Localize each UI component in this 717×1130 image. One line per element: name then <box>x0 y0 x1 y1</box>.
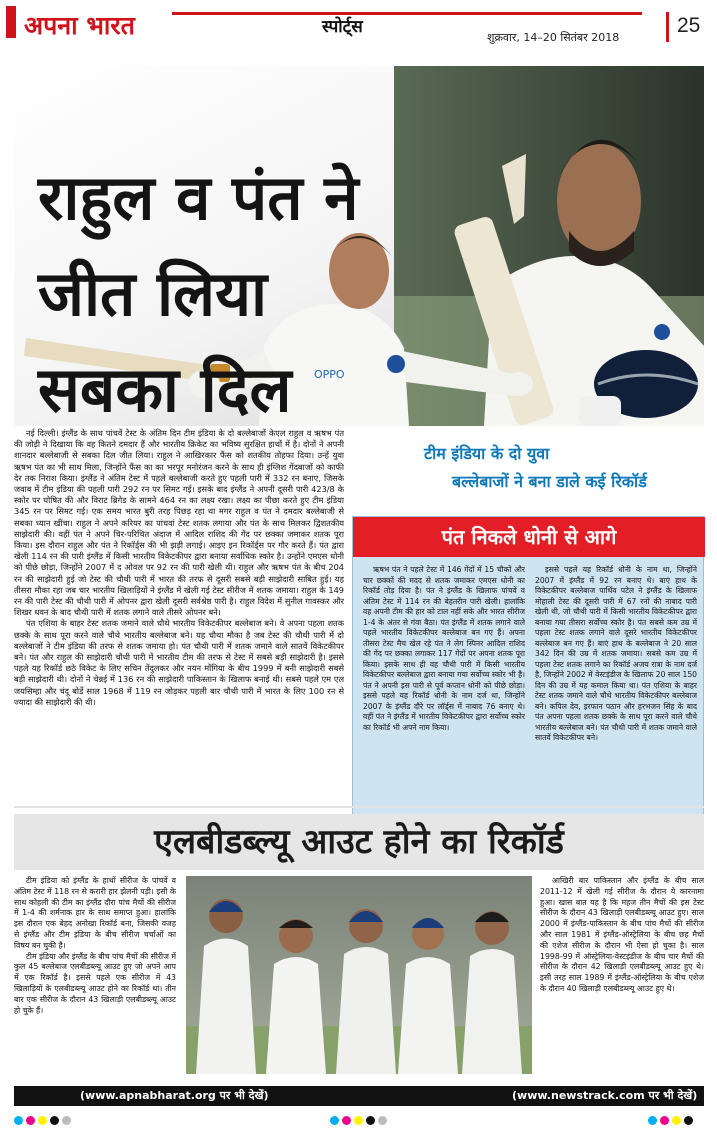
story2-paragraph: टीम इंडिया को इंग्लैंड के हाथों सीरीज के पांचवें व अंतिम टेस्ट में 118 रन से करारी हार झेलनी पड़ी। इसी के साथ कोहली की टीम का इंग्लैंड दौरा पांच मैचों की सीरीज में 1-4 की शर्मनाक हार के साथ समाप्त हुआ। हालांकि इस दौरान एक बेहद अनोखा रिकॉर्ड बना, जिसकी वजह से इंग्लैंड और टीम इंडिया के बीच सीरीज चर्चाओं का विषय बन चुकी है। <box>14 876 176 950</box>
registration-marks-center <box>330 1110 390 1122</box>
magenta-dot <box>26 1116 35 1125</box>
black-dot <box>366 1116 375 1125</box>
cyan-dot <box>14 1116 23 1125</box>
page-number: 25 <box>677 14 701 37</box>
magenta-dot <box>342 1116 351 1125</box>
pant-box-paragraph: ऋषभ पंत ने पहले टेस्ट में 146 गेंदों में 15 चौकों और चार छक्कों की मदद से शतक जमाकर एमएस धोनी का रिकॉर्ड तोड़ दिया है। पंत ने इंग्लैंड के खिलाफ पांचवें व अंतिम टेस्ट में 114 रन की बेहतरीन पारी खेली। हालांकि वह अपनी टीम की हार को टाल नहीं सके और भारत सीरीज 1-4 के अंतर से गंवा बैठा। पंत इंग्लैंड में शतक लगाने वाले पहले भारतीय विकेटकीपर बल्लेबाज बन गए हैं। अपना तीसरा टेस्ट मैच खेल रहे पंत ने लेग स्पिनर आदिल राशिद की गेंद पर छक्का लगाकर 117 गेंदों पर अपना शतक पूरा किया। इसके साथ ही वह चौथी पारी में किसी भारतीय विकेटकीपर बल्लेबाज द्वारा बनाया गया सर्वोच्च स्कोर भी है। पंत ने अपनी इस पारी से पूर्व कप्तान धोनी को पीछे छोड़ा। इससे पहले यह रिकॉर्ड धोनी के नाम दर्ज था, जिन्होंने 2007 के इंग्लैंड दौरे पर लॉर्ड्स में नाबाद 76 बनाए थे। वहीं पंत ने इंग्लैंड में भारतीय विकेटकीपर द्वारा सर्वोच्च स्कोर का रिकॉर्ड भी अपने नाम किया। <box>363 565 525 732</box>
page-header <box>0 0 717 46</box>
story2-left-column <box>14 876 176 1066</box>
yellow-dot <box>354 1116 363 1125</box>
headline-line: जीत लिया <box>38 257 268 330</box>
footer-link-left[interactable]: (www.apnabharat.org पर भी देखें) <box>80 1089 269 1102</box>
footer-link-right[interactable]: (www.newstrack.com पर भी देखें) <box>512 1089 698 1102</box>
grey-dot <box>378 1116 387 1125</box>
magenta-dot <box>660 1116 669 1125</box>
section-name: स्पोर्ट्स <box>322 17 363 37</box>
team-huddle-photo <box>186 876 532 1074</box>
black-dot <box>684 1116 693 1125</box>
headline-line: सबका दिल <box>38 353 292 426</box>
pant-box-paragraph: इससे पहले यह रिकॉर्ड धोनी के नाम था, जिन्होंने 2007 में इंग्लैंड में 92 रन बनाए थे। बाएं हाथ के विकेटकीपर बल्लेबाज पार्थिव पटेल ने इंग्लैंड के खिलाफ मोहाली टेस्ट की दूसरी पारी में 67 रनों की नाबाद पारी खेली थी, जो चौथी पारी में किसी भारतीय विकेटकीपर द्वारा बनाया गया तीसरा सर्वोच्च स्कोर है। पंत सबसे कम उम्र में पहला टेस्ट शतक लगाने वाले दूसरे भारतीय विकेटकीपर बल्लेबाज बन गए हैं। बाएं हाथ के बल्लेबाज ने 20 साल 342 दिन की उम्र में शतक जमाया। सबसे कम उम्र में पहला टेस्ट शतक लगाने का रिकॉर्ड अजय रात्रा के नाम दर्ज है, जिन्होंने 2002 में वेस्टइंडीज के खिलाफ 20 साल 150 दिन की उम्र में यह कमाल किया था। पंत एशिया के बाहर टेस्ट शतक जमाने वाले चौथे भारतीय विकेटकीपर बल्लेबाज बने। कपिल देव, इरफान पठान और हरभजन सिंह के बाद पंत अपना पहला शतक छक्के के साथ पूरा करने वाले चौथे भारतीय बल्लेबाज बने। पंत चौथी पारी में शतक जमाने वाले सातवें विकेटकीपर बने। <box>535 565 697 742</box>
yellow-dot <box>38 1116 47 1125</box>
pant-box-column <box>363 565 525 817</box>
brand-logo: अपना भारत <box>24 11 135 40</box>
black-dot <box>50 1116 59 1125</box>
cyan-dot <box>330 1116 339 1125</box>
story2-paragraph: टीम इंडिया और इंग्लैंड के बीच पांच मैचों की सीरीज में कुल 45 बल्लेबाज एलबीडब्ल्यू आउट हुए जो अपने आप में एक रिकॉर्ड है। इससे पहले एक सीरीज में 43 खिलाड़ियों के एलबीडब्ल्यू आउट होने का रिकॉर्ड था। तीन बार एक सीरीज के दौरान 43 खिलाड़ी एलबीडब्ल्यू आउट हो चुके हैं। <box>14 951 176 1015</box>
story1-paragraph: पंत एशिया के बाहर टेस्ट शतक जमाने वाले चौथे भारतीय विकेटकीपर बल्लेबाज बने। वे अपना पहला शतक छक्के के साथ पूरा करने वाले चौथे भारतीय बल्लेबाज बने। यह चौथा मौका है जब टेस्ट की चौथी पारी में दो बल्लेबाजों ने टीम इंडिया की तरफ से शतक जमाया हो। पंत चौथी पारी में शतक जमाने वाले सातवें विकेटकीपर बने। पंत और राहुल की साझेदारी चौथी पारी में भारतीय टीम की तरफ से टेस्ट में सबसे बड़ी साझेदारी है। इससे पहले यह रिकॉर्ड छठे विकेट के लिए सचिन तेंदुलकर और नयन मोंगिया के बीच 1999 में बनी साझेदारी सबसे बड़ी साझेदारी थी। दोनों ने चेन्नई में 136 रन की साझेदारी पाकिस्तान के खिलाफ बनाई थी। सबसे पहले एम एल जयसिम्हा और चंदू बोर्डे साल 1968 में 119 रन जोड़कर पहली बार चौथी पारी में भारत के लिए 100 रन से ज्यादा की साझेदारी की थी। <box>14 618 344 707</box>
registration-marks-right <box>648 1110 696 1122</box>
main-headline <box>38 150 398 426</box>
section-divider <box>14 806 704 808</box>
headline-line: राहुल व पंत ने <box>38 161 359 234</box>
story2-headline: एलबीडब्ल्यू आउट होने का रिकॉर्ड <box>14 814 704 870</box>
team-photo <box>186 876 532 1074</box>
pant-sidebar-box <box>352 516 704 822</box>
page-number-box <box>666 12 714 42</box>
hero-image <box>14 66 704 426</box>
story2-right-column <box>540 876 704 1076</box>
pant-box-title: पंत निकले धोनी से आगे <box>353 517 705 557</box>
issue-date: शुक्रवार, 14–20 सितंबर 2018 <box>487 31 620 44</box>
registration-marks-left <box>14 1110 74 1122</box>
story2-paragraph: आखिरी बार पाकिस्तान और इंग्लैंड के बीच साल 2011-12 में खेली गई सीरीज के दौरान ये कारनामा हुआ। खास बात यह है कि महज तीन मैचों की इस टेस्ट सीरीज के दौरान 43 खिलाड़ी एलबीडब्ल्यू आउट हुए। साल 2000 में इंग्लैंड-पाकिस्तान के बीच पांच मैचों की सीरीज और साल 1981 में इंग्लैंड-ऑस्ट्रेलिया के बीच छह मैचों की एशेज सीरीज के दौरान भी ऐसा हो चुका है। साल 1998-99 में ऑस्ट्रेलिया-वेस्टइंडीज के बीच चार मैचों की सीरीज के दौरान 42 खिलाड़ी एलबीडब्ल्यू आउट हुए थे। इसी तरह साल 1989 में इंग्लैंड-ऑस्ट्रेलिया के बीच एशेज के दौरान 40 खिलाड़ी एलबीडब्ल्यू आउट हुए थे। <box>540 876 704 993</box>
caption-line-2: बल्लेबाजों ने बना डाले कई रिकॉर्ड <box>452 472 647 491</box>
story1-paragraph: नई दिल्ली। इंग्लैंड के साथ पांचवें टेस्ट के अंतिम दिन टीम इंडिया के दो बल्लेबाजों केएल राहुल व ऋषभ पंत की जोड़ी ने दिखाया कि वह कितने दमदार हैं और भारतीय क्रिकेट का भविष्य सुरक्षित हाथों में है। दोनों ने अपनी शानदार बल्लेबाजी से सबका दिल जीत लिया। राहुल ने आखिरकार फैंस को शतकीय तोहफा दिया। उन्हें युवा ऋषभ पंत का भी साथ मिला, जिन्होंने फैंस का का भरपूर मनोरंजन करने के साथ ही इंग्लिश गेंदबाजों को काफी देर तक निराश किया। इंग्लैंड ने अंतिम टेस्ट में पहले बल्लेबाजी करते हुए पहली पारी में 332 रन बनाए, जिसके जवाब में टीम इंडिया की पहली पारी 292 रन पर सिमट गई। इसके बाद इंग्लैंड ने अपनी दूसरी पारी 423/8 के स्कोर पर घोषित की और विराट ब्रिगेड के सामने 464 रन का लक्ष्य रखा। लक्ष्य का पीछा करते हुए टीम इंडिया 345 रन पर सिमट गई। एक समय भारत बुरी तरह पिछड़ रहा था मगर राहुल व पंत ने दमदार बल्लेबाजी से सबका ध्यान खींचा। राहुल ने अपने करियर का पांचवां टेस्ट शतक लगाया और पंत के साथ मिलकर द्विशतकीय साझेदारी की। वहीं पंत ने अपने चिर-परिचित अंदाज में आदिल राशिद की गेंद पर छक्का जमाकर शतक पूरा किया। इस दौरान राहुल और पंत ने रिकॉर्ड्स की भी झड़ी लगाई। आइए इन रिकॉर्ड्स पर गौर करते हैं। पंत द्वारा खेली 114 रन की पारी इंग्लैंड में किसी भारतीय विकेटकीपर द्वारा बनाया सर्वाधिक स्कोर है। उन्होंने एमएस धोनी को पीछे छोड़ा, जिन्होंने 2007 में द ओवल पर 92 रन की पारी खेली थी। राहुल और ऋषभ पंत के बीच 204 रन की साझेदारी हुई जो टेस्ट की चौथी पारी में भारत की तरफ से दूसरी सबसे बड़ी साझेदारी साबित हुई। यह तीसरा मौका रहा जब चार भारतीय खिलाड़ियों ने इंग्लैंड में खेली गई टेस्ट सीरीज में शतक जमाया। राहुल के 149 रन की पारी टेस्ट की चौथी पारी में ओपनर द्वारा खेली दूसरी सर्वश्रेष्ठ पारी है। राहुल विदेश में सुनील गावस्कर और शिखर धवन के बाद चौथी पारी में शतक लगाने वाले तीसरे ओपनर बने। <box>14 428 344 618</box>
brand-bar <box>6 6 16 38</box>
cyan-dot <box>648 1116 657 1125</box>
yellow-dot <box>672 1116 681 1125</box>
caption-line-1: टीम इंडिया के दो युवा <box>424 444 550 463</box>
photo-caption <box>404 440 706 498</box>
footer-bar <box>14 1086 704 1106</box>
svg-text:OPPO: OPPO <box>314 368 345 381</box>
story1-body <box>14 428 344 826</box>
pant-box-column <box>535 565 697 817</box>
grey-dot <box>62 1116 71 1125</box>
